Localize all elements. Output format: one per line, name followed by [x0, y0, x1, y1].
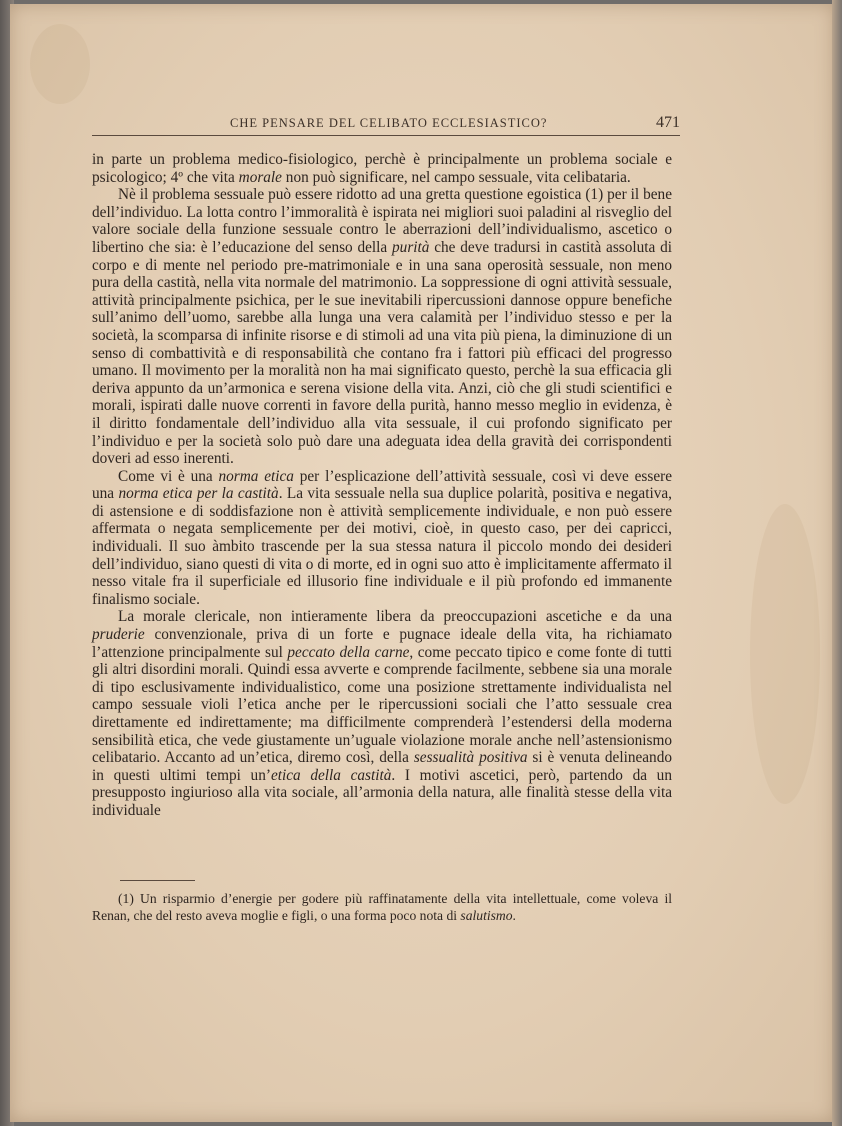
text-run: . La vita sessuale nella sua duplice polarità, positiva e negativa, di astensione e di soddisfazione non è attività semplicemente individuale, e non può essere affermata o negata semplicemente per dei motivi, cioè, in questo caso, per dei capricci, individuali. Il suo àmbito trascende per la sua stessa natura il piccolo mondo dei desideri dell’individuo, siano questi di vita o di morte, ed in ogni suo atto è implicitamente affermato il nesso vitale fra il superficiale ed illusorio fine individuale e il più profondo ed immanente finalismo sociale.	[92, 485, 672, 608]
body-text	[92, 151, 672, 820]
italic-text: etica della castità	[270, 766, 392, 784]
page-number: 471	[656, 114, 680, 131]
text-run: per l’esplicazione dell’attività sessuale, così vi deve essere una	[92, 467, 672, 503]
italic-text: morale	[238, 168, 282, 186]
paper-stain	[30, 24, 90, 104]
paragraph	[92, 186, 672, 468]
text-run: in parte un problema medico-fisiologico, perchè è principalmente un problema sociale e psicologico; 4º che vita	[92, 151, 672, 186]
paper-stain	[750, 504, 820, 804]
italic-text: sessualità positiva	[413, 749, 528, 767]
text-run: . I motivi ascetici, però, partendo da un presupposto ingiurioso alla vita sociale, all’armonia della natura, alle finalità stesse della vita individuale	[92, 766, 672, 819]
footnote-rule	[120, 880, 195, 881]
page-header	[92, 114, 680, 136]
header-rule	[92, 135, 680, 136]
paragraph	[92, 608, 672, 819]
text-run: (1) Un risparmio d’energie per godere più raffinatamente della vita intellettuale, come voleva il Renan, che del resto aveva moglie e figli, o una forma poco nota di	[92, 891, 672, 923]
footnote	[92, 890, 672, 924]
italic-text: salutismo	[460, 908, 513, 923]
italic-text: purità	[392, 238, 430, 256]
text-run: Nè il problema sessuale può essere ridotto ad una gretta questione egoistica (1) per il bene dell’individuo. La lotta contro l’immoralità è ispirata nei migliori suoi paladini al risveglio del valore sociale della funzione sessuale contro le aberrazioni dell’individualismo, ascetico o libertino che sia: è l’educazione del senso della	[92, 186, 672, 256]
text-run: che deve tradursi in castità assoluta di corpo e di mente nel periodo pre-matrimoniale e in una sana operosità sessuale, non meno pura della castità, nella vita normale del matrimonio. La soppressione di ogni attività sessuale, attività principalmente psichica, per le sue inevitabili ripercussioni dannose oppure benefiche sull’animo dell’uomo, sarebbe alla lunga una vera calamità per l’individuo stesso e per la società, la scomparsa di infinite risorse e di stimoli ad una vita più piena, la diminuzione di un senso di combattività e di responsabilità che contano fra i fattori più efficaci del progresso umano. Il movimento per la moralità non ha mai significato questo, perchè la sua efficacia gli deriva appunto da un’armonica e serena visione della vita. Anzi, ciò che gli studi scientifici e morali, ispirati dalle nuove correnti in favore della purità, hanno messo meglio in evidenza, è il diritto fondamentale dell’individuo alla vita sessuale, il cui profondo significato per l’individuo e per la società solo può dare una adeguata idea della gravità dei corrispondenti doveri ad esso inerenti.	[92, 238, 673, 468]
running-head: CHE PENSARE DEL CELIBATO ECCLESIASTICO?	[230, 116, 548, 130]
text-run: Come vi è una	[118, 467, 219, 485]
text-run: .	[512, 908, 516, 923]
italic-text: norma etica	[218, 467, 294, 485]
text-run: , come peccato tipico e come fonte di tutti gli altri disordini morali. Quindi essa avverte e comprende facilmente, sebbene sia una morale di tipo esclusivamente individualistico, come una posizione strettamente individualista nel campo sessuale violi l’etica anche per le ripercussioni sociali che l’atto sessuale crea direttamente ed indirettamente; ma difficilmente comprenderà l’estendersi della moderna sensibilità etica, che vede giustamente un’uguale violazione morale anche nell’astensionismo celibatario. Accanto ad un’etica, diremo così, della	[92, 643, 672, 767]
text-run: si è venuta delineando in questi ultimi tempi un’	[92, 749, 672, 784]
paragraph	[92, 151, 672, 186]
page-edge	[832, 0, 842, 1126]
text-run: convenzionale, priva di un forte e pugnace ideale della vita, ha richiamato l’attenzione principalmente sul	[92, 626, 672, 661]
paragraph	[92, 468, 672, 609]
text-run: La morale clericale, non intieramente libera da preoccupazioni ascetiche e da una	[118, 608, 672, 626]
text-run: non può significare, nel campo sessuale, vita celibataria.	[281, 168, 631, 186]
italic-text: pruderie	[92, 626, 145, 644]
italic-text: peccato della carne	[287, 643, 410, 661]
italic-text: norma etica per la castità	[118, 485, 279, 503]
